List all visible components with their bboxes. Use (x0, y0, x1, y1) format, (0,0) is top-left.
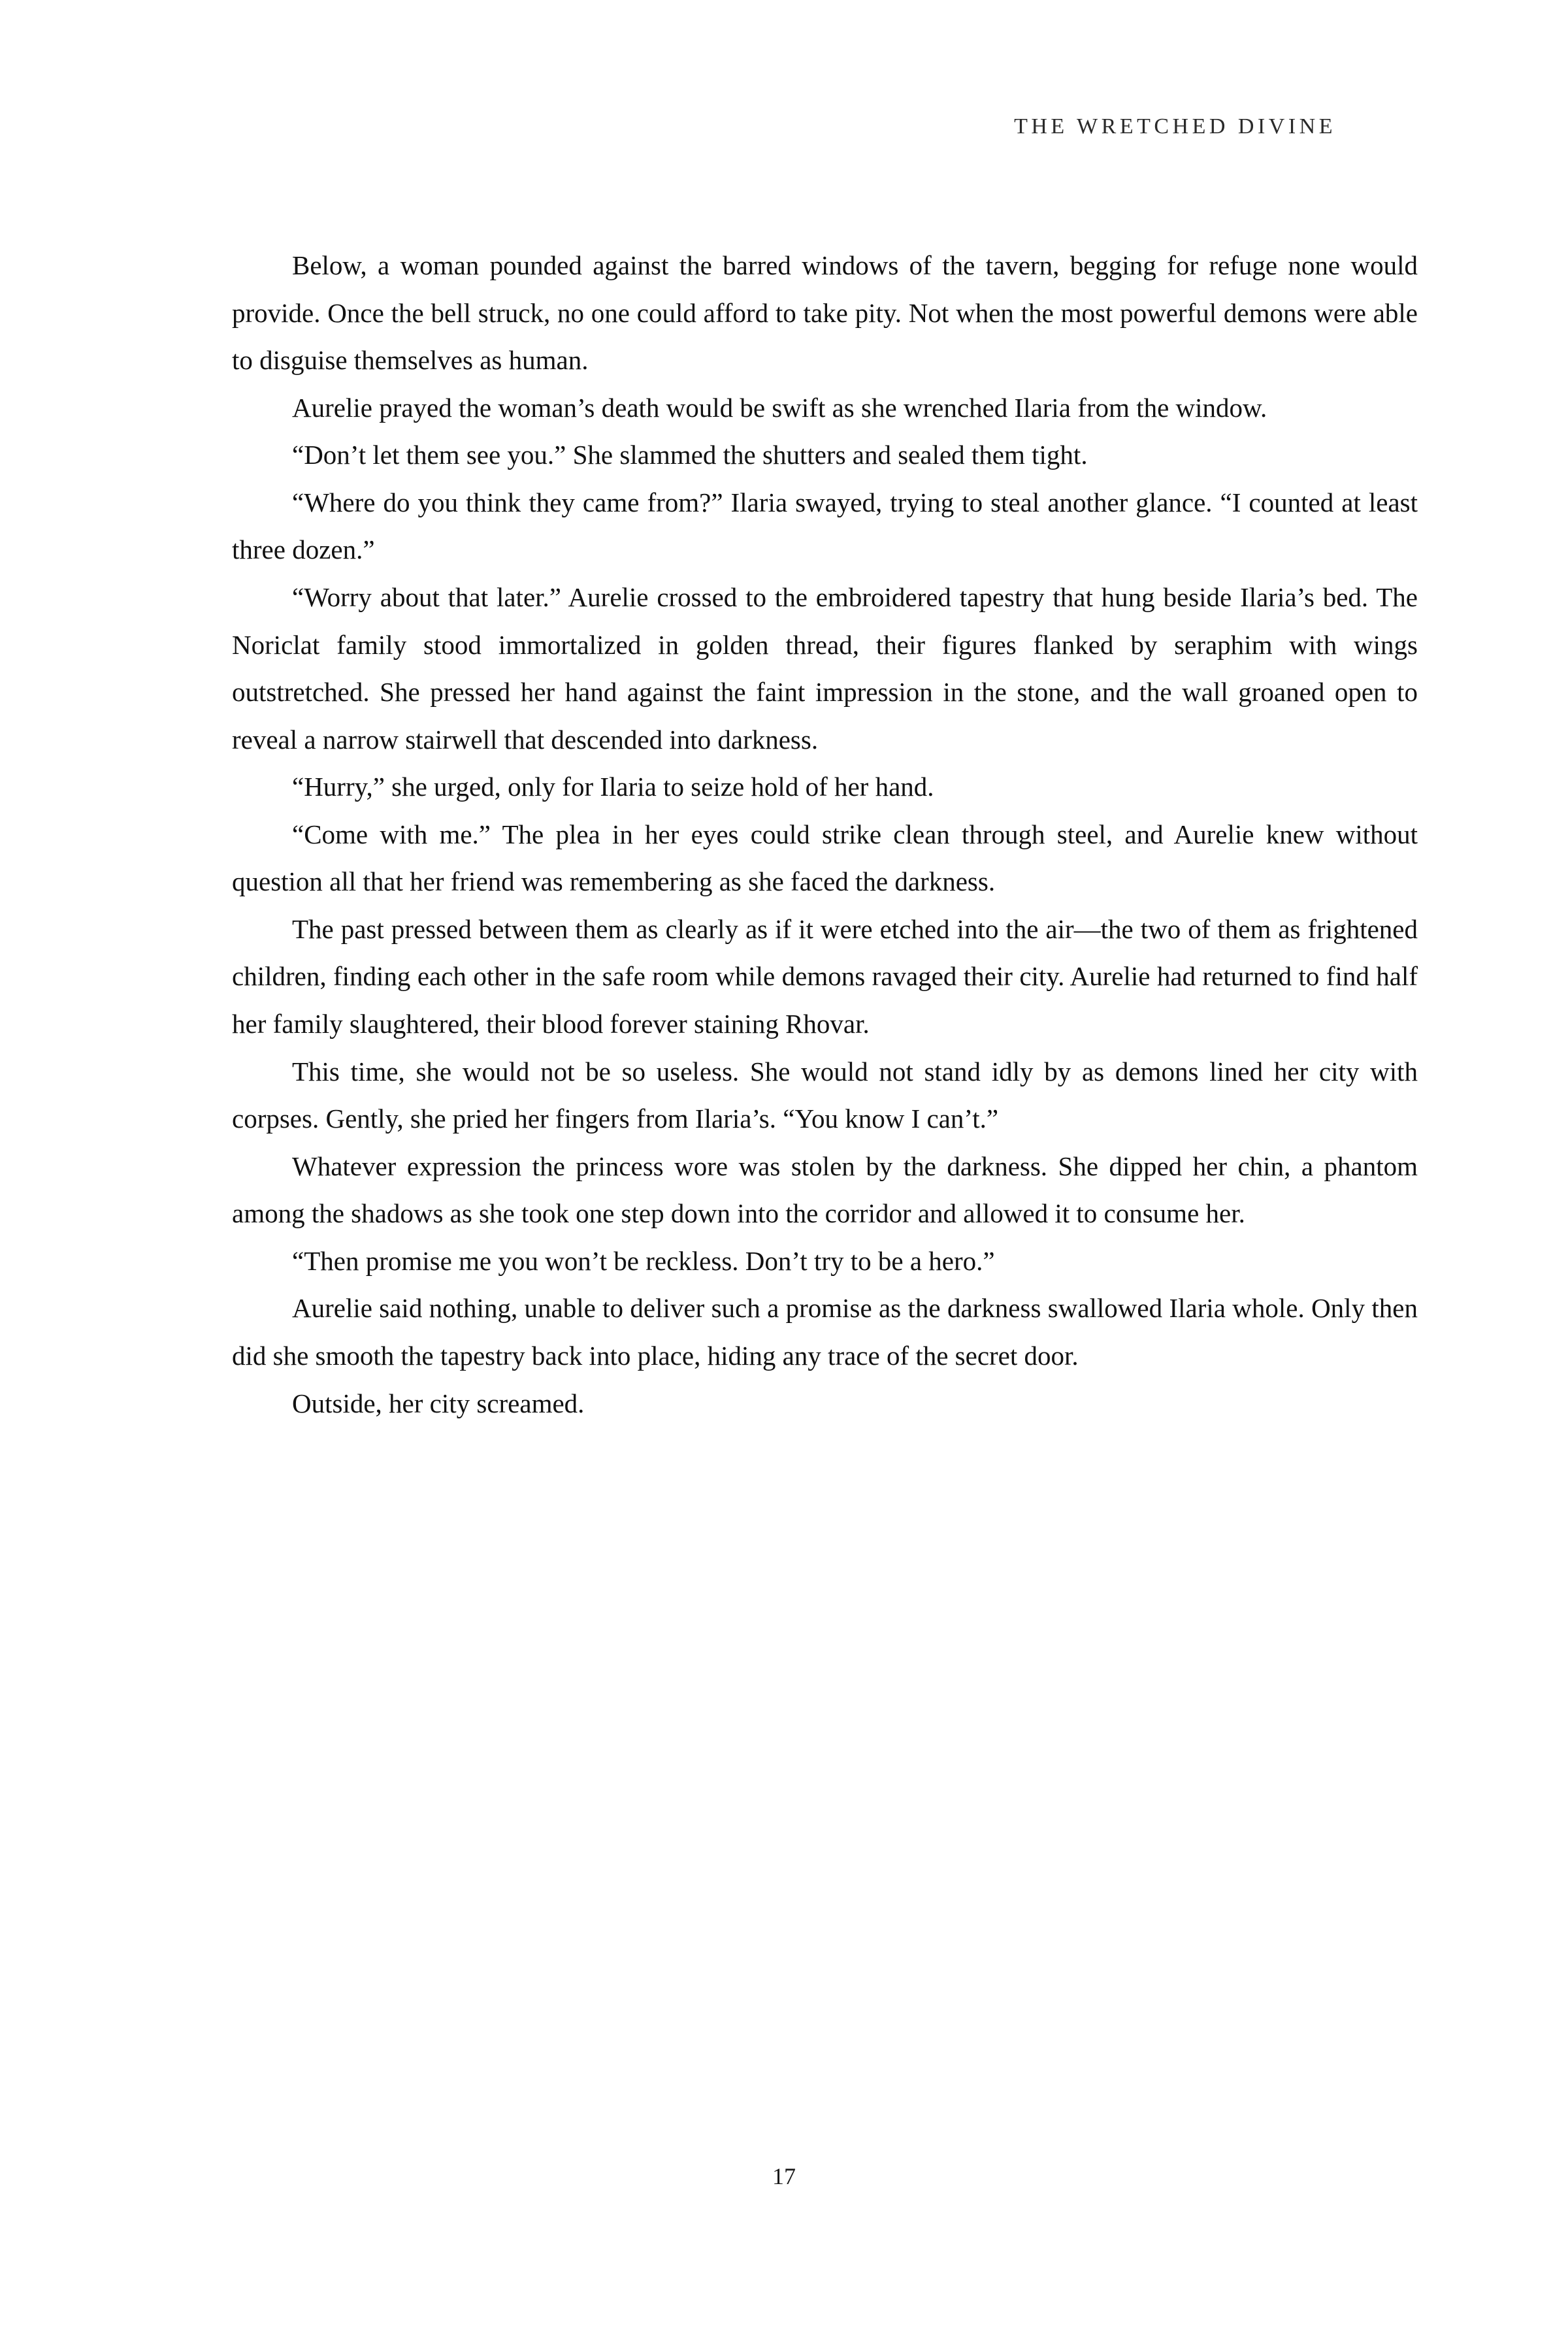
paragraph: “Hurry,” she urged, only for Ilaria to seize hold of her hand. (292, 772, 934, 802)
paragraph: “Don’t let them see you.” She slammed the shutters and sealed them tight. (292, 440, 1088, 470)
paragraph: Aurelie prayed the woman’s death would be swift as she wrenched Ilaria from the window. (292, 392, 1267, 423)
paragraph: Aurelie said nothing, unable to deliver such a promise as the darkness swallowed Ilaria whole. Only then did she smooth the tapestry back into place, hiding any trace of the secret door. (232, 1293, 1418, 1371)
paragraph: “Where do you think they came from?” Ilaria swayed, trying to steal another glance. “I counted at least three dozen.” (232, 487, 1418, 565)
running-head: THE WRETCHED DIVINE (1014, 114, 1336, 139)
paragraph: “Come with me.” The plea in her eyes could strike clean through steel, and Aurelie knew without question all that her friend was remembering as she faced the darkness. (232, 819, 1418, 897)
paragraph: The past pressed between them as clearly as if it were etched into the air—the two of them as frightened children, finding each other in the safe room while demons ravaged their city. Aurelie had returned to find half her family slaughtered, their blood forever staining Rhovar. (232, 913, 1418, 1039)
body-text (232, 242, 1418, 1427)
paragraph: Outside, her city screamed. (292, 1388, 585, 1418)
paragraph: Below, a woman pounded against the barred windows of the tavern, begging for refuge none would provide. Once the bell struck, no one could afford to take pity. Not when the most powerful demons were able to disguise themselves as human. (232, 250, 1418, 376)
paragraph: “Worry about that later.” Aurelie crossed to the embroidered tapestry that hung beside Ilaria’s bed. The Noriclat family stood immortalized in golden thread, their figures flanked by seraphim with wings outstretched. She pressed her hand against the faint impression in the stone, and the wall groaned open to reveal a narrow stairwell that descended into darkness. (232, 581, 1418, 755)
paragraph: This time, she would not be so useless. She would not stand idly by as demons lined her city with corpses. Gently, she pried her fingers from Ilaria’s. “You know I can’t.” (232, 1056, 1418, 1134)
paragraph: “Then promise me you won’t be reckless. Don’t try to be a hero.” (292, 1245, 995, 1276)
page-number: 17 (772, 2163, 796, 2189)
paragraph: Whatever expression the princess wore was stolen by the darkness. She dipped her chin, a phantom among the shadows as she took one step down into the corridor and allowed it to consume her. (232, 1151, 1418, 1229)
